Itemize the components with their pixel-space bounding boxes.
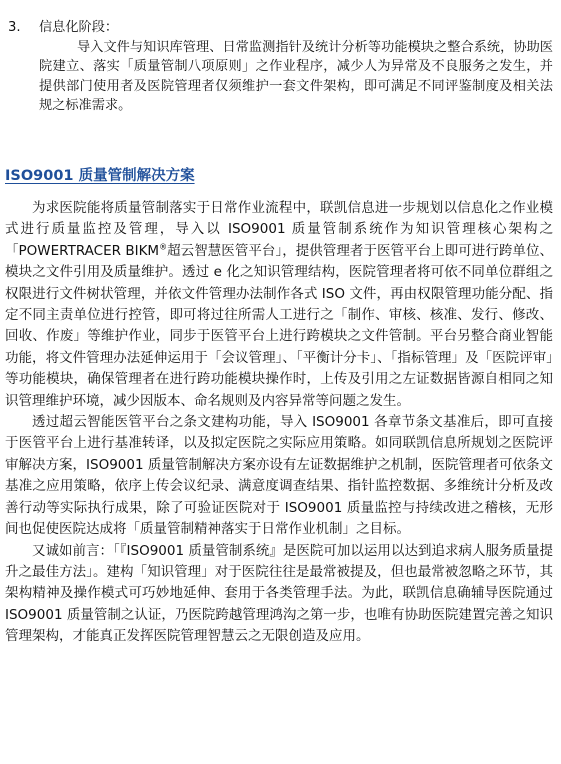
- paragraph-1-part-a: 为求医院能将质量管制落实于日常作业流程中，联凯信息进一步规划以信息化之作业模式进行质量监控及管理，导入以 ISO9001 质量管制系统作为知识管理核心架构之「POWERTRACER BIKM: [5, 200, 553, 259]
- paragraph-1: [5, 198, 553, 412]
- paragraph-2: 透过超云智能医管平台之条文建构功能，导入 ISO9001 各章节条文基准后，即可直接于医管平台上进行基准转译，以及拟定医院之实际应用策略。如同联凯信息所规划之医院评审解决方案，ISO9001 质量管制解决方案亦设有左证数据维护之机制，医院管理者可依条文基准之应用策略，依序上传会议纪录、满意度调查结果、指针监控数据、多维统计分析及改善行动等实际执行成果，除了可验证医院对于 ISO9001 质量监控与持续改进之稽核，无形间也促使医院达成将「质量管制精神落实于日常作业机制」之目标。: [5, 414, 553, 538]
- paragraph-1-part-b: 超云智慧医管平台」，提供管理者于医管平台上即可进行跨单位、模块之文件引用及质量维护。透过 e 化之知识管理结构，医院管理者将可依不同单位群组之权限进行文件树状管理，并依文件管理办法制作各式 ISO 文件，再由权限管理功能分配、指定不同主责单位进行控管，即可将过往所需人工进行之「制作、审核、核准、发行、修改、回收、作废」等维护作业，同步于医管平台上进行跨模块之文件管制。平台另整合商业智能功能，将文件管理办法延伸运用于「会议管理」、「平衡计分卡」、「指标管理」及「医院评审」等功能模块，确保管理者在进行跨功能模块操作时，上传及引用之左证数据皆源自相同之知识管理维护环境，减少因版本、命名规则及内容异常等问题之发生。: [5, 242, 553, 409]
- section-heading: ISO9001 质量管制解决方案: [5, 168, 195, 184]
- paragraph-3: 又诚如前言：「『ISO9001 质量管制系统』是医院可加以运用以达到追求病人服务质量提升之最佳方法」。建构「知识管理」对于医院往往是最常被提及，但也最常被忽略之环节，其架构精神及操作模式可巧妙地延伸、套用于各类管理手法。为此，联凯信息确辅导医院通过 ISO9001 质量管制之认证，乃医院跨越管理鸿沟之第一步，也唯有协助医院建置完善之知识管理架构，才能真正发挥医院管理智慧云之无限创造及应用。: [5, 542, 553, 645]
- section-body: [5, 198, 553, 648]
- list-item-title: 信息化阶段：: [39, 20, 119, 35]
- registered-mark: ®: [159, 242, 168, 252]
- list-item-number: 3.: [8, 20, 21, 35]
- list-item-body: 导入文件与知识库管理、日常监测指针及统计分析等功能模块之整合系统，协助医院建立、落实「质量管制八项原则」之作业程序，减少人为异常及不良服务之发生，并提供部门使用者及医院管理者仅须维护一套文件架构，即可满足不同评鉴制度及相关法规之标准需求。: [39, 39, 553, 114]
